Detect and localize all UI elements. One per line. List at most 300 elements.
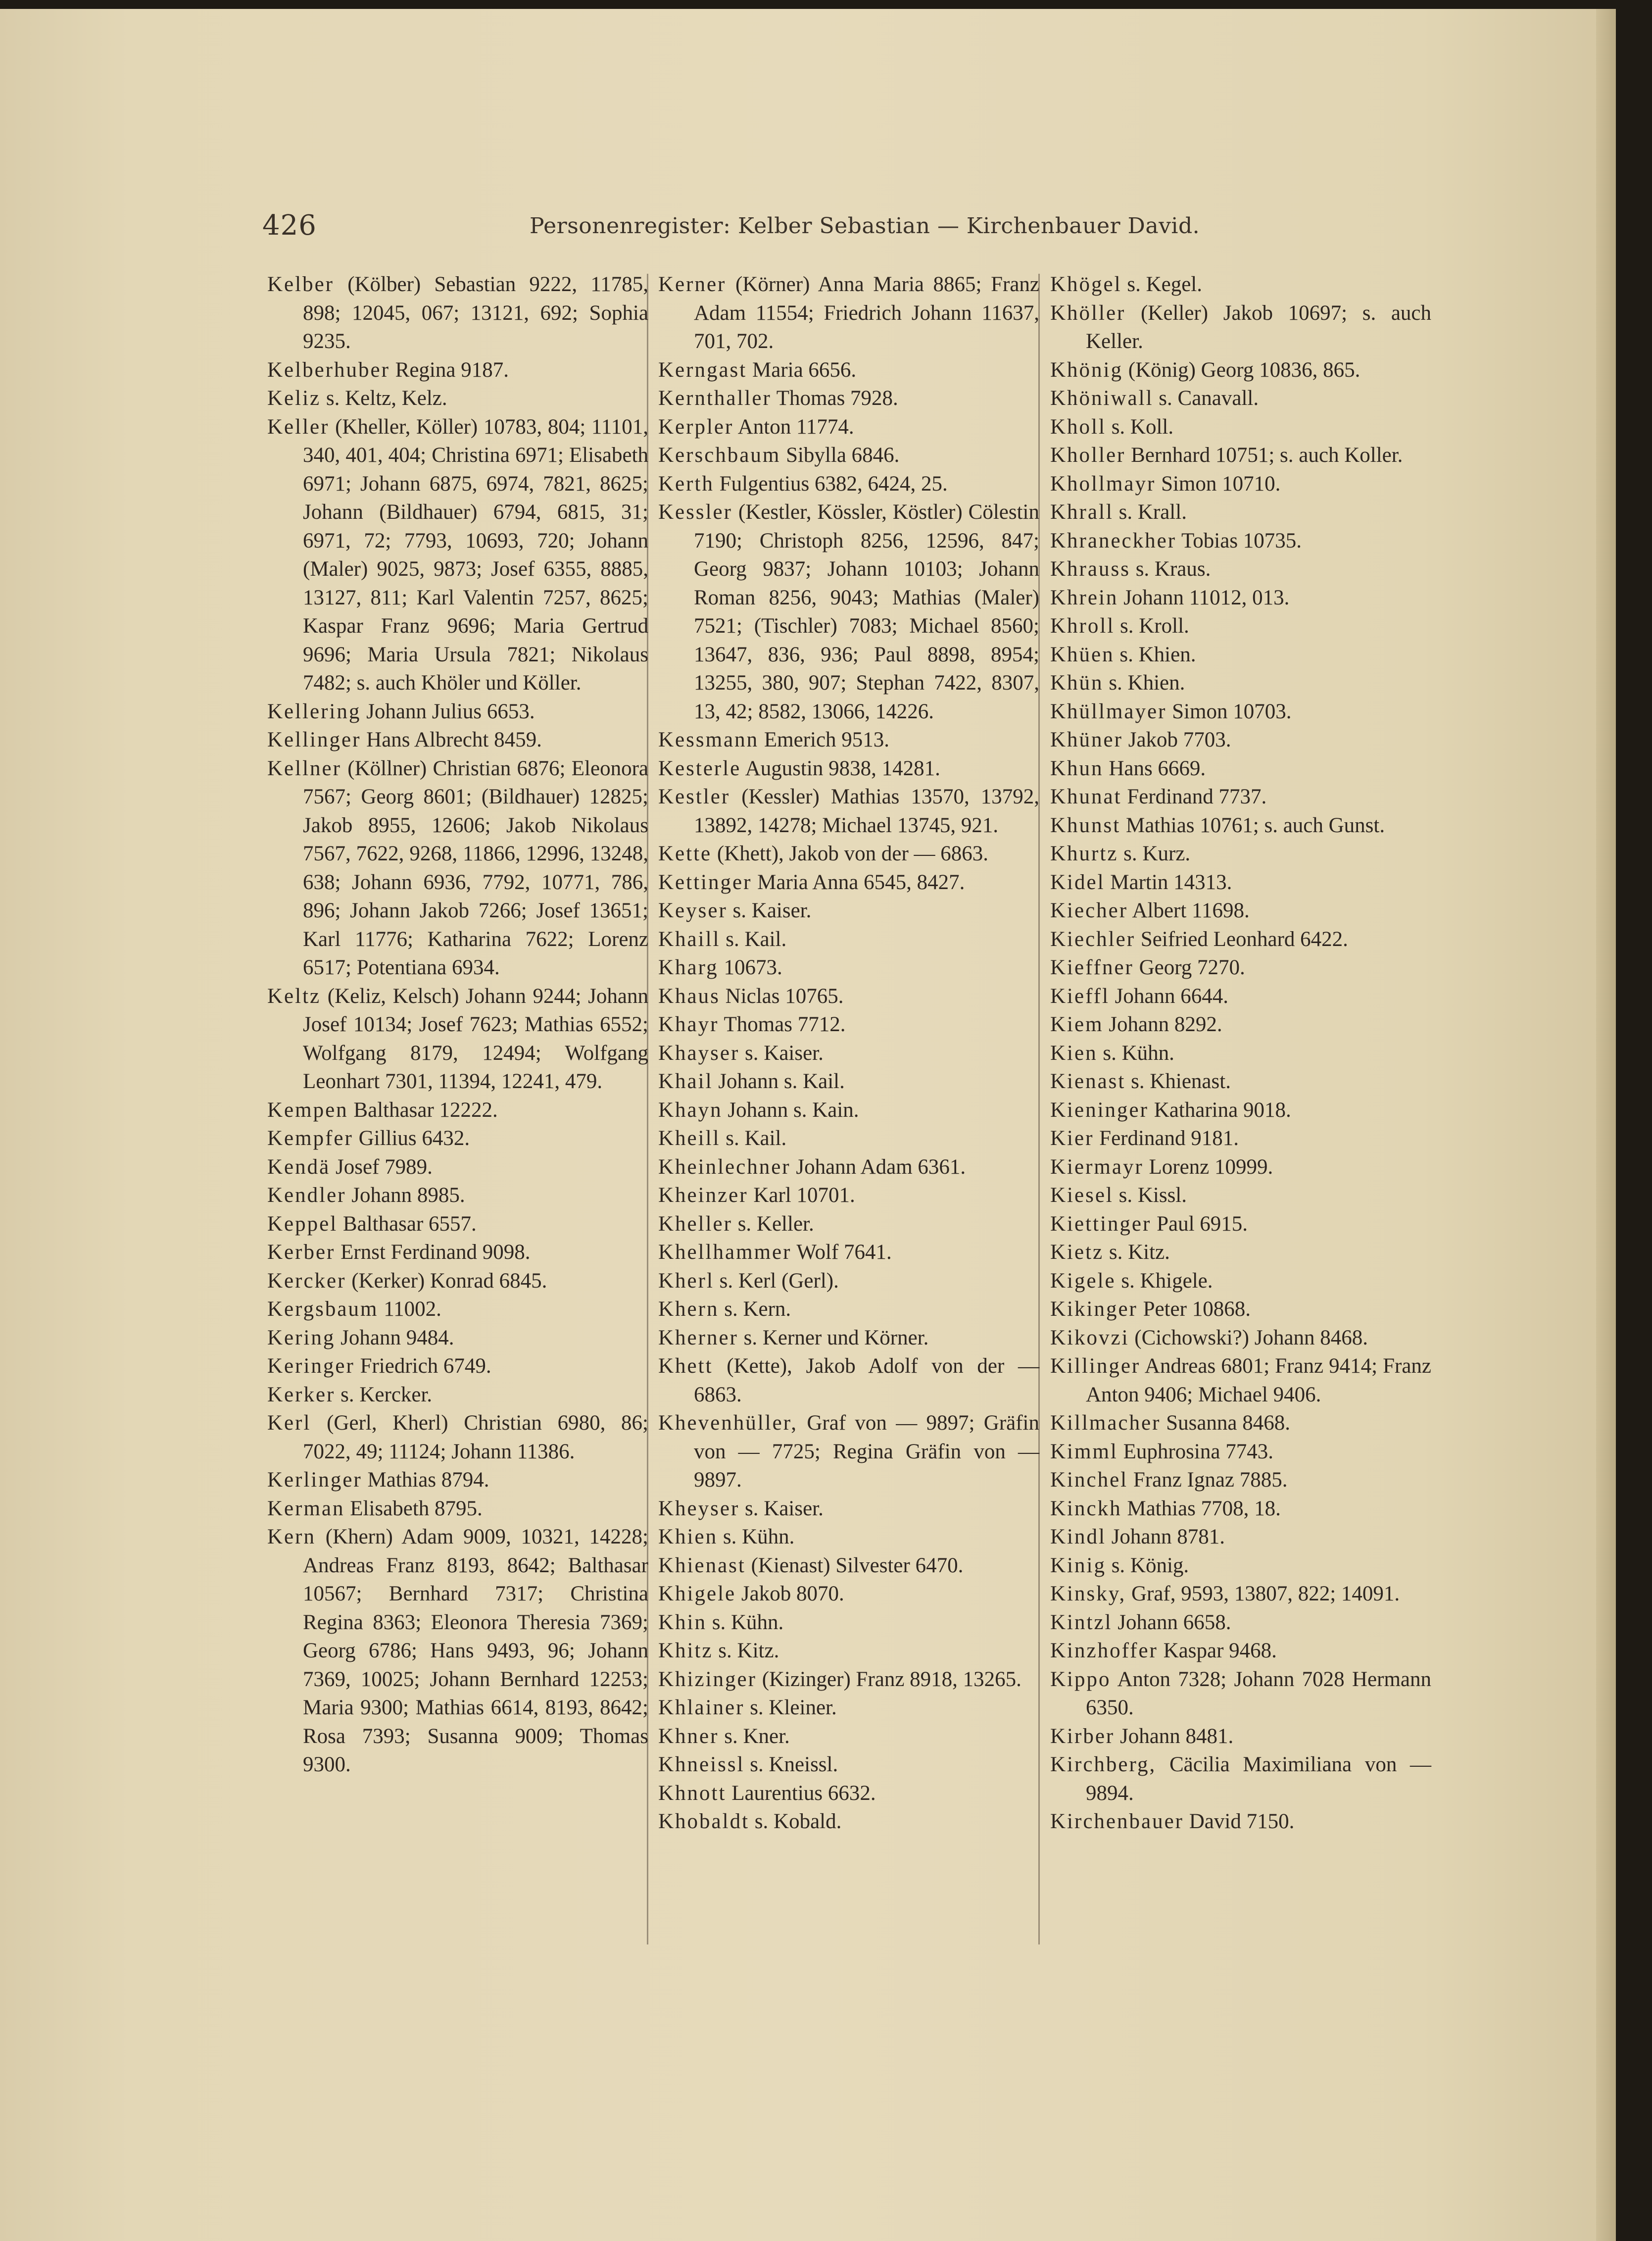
index-entry: [658, 356, 1039, 385]
index-entry: [1050, 1551, 1431, 1580]
index-entry: [1050, 1438, 1431, 1466]
index-entry: [1050, 1523, 1431, 1551]
index-entry: [267, 1295, 648, 1324]
entry-references: Lorenz 10999.: [1143, 1155, 1273, 1179]
entry-references: Friedrich 6749.: [354, 1354, 491, 1378]
entry-headword: Kessmann: [658, 728, 759, 751]
entry-references: Graf von — 9897; Gräfin von — 7725; Regina Gräfin von — 9897.: [694, 1411, 1039, 1492]
entry-references: Johann Adam 6361.: [790, 1155, 966, 1179]
entry-references: (Kessler) Mathias 13570, 13792, 13892, 14278; Michael 13745, 921.: [694, 785, 1039, 837]
entry-references: Franz Ignaz 7885.: [1128, 1468, 1288, 1492]
index-entry: [658, 1010, 1039, 1039]
entry-headword: Kerngast: [658, 358, 747, 382]
index-entry: [658, 1153, 1039, 1182]
page-number: 426: [262, 209, 317, 242]
entry-references: s. König.: [1106, 1553, 1189, 1577]
index-entry: [1050, 1466, 1431, 1494]
index-entry: [267, 754, 648, 982]
entry-headword: Kiettinger: [1050, 1212, 1152, 1236]
entry-headword: Kheinlechner: [658, 1155, 791, 1179]
entry-references: Kaspar 9468.: [1158, 1639, 1277, 1662]
entry-references: s. Kühn.: [718, 1525, 795, 1548]
index-entry: [658, 470, 1039, 498]
entry-references: Susanna 8468.: [1161, 1411, 1290, 1435]
entry-headword: Kheill: [658, 1127, 721, 1150]
entry-headword: Kikovzi: [1050, 1326, 1129, 1349]
entry-headword: Kerker: [267, 1383, 336, 1406]
entry-references: (Kette), Jakob Adolf von der — 6863.: [694, 1354, 1039, 1406]
index-entry: [1050, 270, 1431, 299]
entry-headword: Keringer: [267, 1354, 355, 1378]
index-entry: [1050, 783, 1431, 811]
index-entry: [1050, 612, 1431, 641]
entry-headword: Kherl: [658, 1269, 714, 1293]
entry-headword: Kellner: [267, 756, 341, 780]
entry-references: Mathias 7708, 18.: [1121, 1496, 1281, 1520]
entry-references: Jakob 7703.: [1122, 728, 1231, 751]
entry-headword: Kerth: [658, 472, 714, 496]
index-entry: [1050, 1665, 1431, 1722]
entry-references: Thomas 7712.: [719, 1013, 846, 1036]
entry-references: s. Kaiser.: [739, 1496, 824, 1520]
book-page: [0, 9, 1616, 2241]
index-entry: [267, 1352, 648, 1381]
entry-references: Thomas 7928.: [771, 387, 898, 410]
entry-headword: Killmacher: [1050, 1411, 1161, 1435]
entry-references: s. Canavall.: [1153, 387, 1259, 410]
entry-references: s. Kobald.: [749, 1810, 842, 1833]
entry-headword: Kelber: [267, 273, 334, 296]
running-title: Personenregister: Kelber Sebastian — Kirchenbauer David.: [530, 213, 1200, 239]
entry-headword: Kirchenbauer: [1050, 1810, 1184, 1833]
entry-headword: Kheinzer: [658, 1184, 748, 1207]
index-column-2: [658, 270, 1039, 1836]
index-entry: [267, 697, 648, 726]
entry-headword: Khlainer: [658, 1696, 745, 1719]
entry-references: Anton 11774.: [733, 415, 854, 439]
entry-references: (Keliz, Kelsch) Johann 9244; Johann Josef 10134; Josef 7623; Mathias 6552; Wolfgang 8179, 12494; Wolfgang Leonhart 7301, 11394, 12241, 479.: [303, 984, 648, 1093]
index-entry: [1050, 1267, 1431, 1295]
entry-references: s. Kitz.: [1104, 1241, 1170, 1264]
entry-headword: Khaill: [658, 927, 721, 951]
entry-references: s. Krall.: [1113, 500, 1187, 524]
entry-headword: Khaus: [658, 984, 720, 1008]
entry-headword: Kheller: [658, 1212, 732, 1236]
index-entry: [658, 1067, 1039, 1096]
entry-references: Mathias 8794.: [362, 1468, 489, 1492]
entry-references: 10673.: [718, 956, 782, 979]
index-entry: [1050, 1124, 1431, 1153]
entry-headword: Kercker: [267, 1269, 346, 1293]
entry-references: s. Kraus.: [1130, 557, 1211, 581]
entry-headword: Kharg: [658, 956, 719, 979]
index-entry: [658, 1352, 1039, 1409]
entry-headword: Kessler: [658, 500, 732, 524]
index-entry: [658, 1807, 1039, 1836]
entry-references: Maria Anna 6545, 8427.: [752, 870, 965, 894]
entry-headword: Khöniwall: [1050, 387, 1154, 410]
entry-references: s. Kerl (Gerl).: [714, 1269, 839, 1293]
index-entry: [1050, 299, 1431, 356]
entry-references: (Keller) Jakob 10697; s. auch Keller.: [1086, 301, 1431, 353]
entry-references: Balthasar 6557.: [338, 1212, 477, 1236]
entry-references: (Kölber) Sebastian 9222, 11785, 898; 12045, 067; 13121, 692; Sophia 9235.: [303, 273, 648, 353]
index-entry: [1050, 1010, 1431, 1039]
entry-references: Cäcilia Maximiliana von — 9894.: [1086, 1753, 1431, 1805]
entry-headword: Kerlinger: [267, 1468, 362, 1492]
index-entry: [658, 1580, 1039, 1608]
index-entry: [267, 1210, 648, 1239]
page-spine-shadow: [1596, 9, 1616, 2241]
index-entry: [658, 1238, 1039, 1267]
index-entry: [1050, 1807, 1431, 1836]
index-entry: [267, 1096, 648, 1125]
entry-references: Jakob 8070.: [736, 1582, 844, 1605]
entry-references: Laurentius 6632.: [726, 1781, 876, 1805]
entry-headword: Keller: [267, 415, 330, 439]
entry-headword: Keliz: [267, 387, 321, 410]
entry-headword: Khrein: [1050, 586, 1118, 609]
entry-references: Emerich 9513.: [759, 728, 890, 751]
entry-headword: Kidel: [1050, 870, 1105, 894]
index-entry: [1050, 1295, 1431, 1324]
entry-headword: Khroll: [1050, 614, 1115, 638]
entry-references: s. Kail.: [720, 1127, 787, 1150]
index-entry: [658, 840, 1039, 868]
entry-references: Johann 8481.: [1115, 1724, 1234, 1748]
entry-references: s. Kercker.: [335, 1383, 433, 1406]
entry-headword: Kering: [267, 1326, 336, 1349]
entry-headword: Killinger: [1050, 1354, 1141, 1378]
entry-references: (Kienast) Silvester 6470.: [745, 1553, 964, 1577]
entry-references: Fulgentius 6382, 6424, 25.: [714, 472, 948, 496]
index-entry: [1050, 868, 1431, 897]
entry-references: Ferdinand 9181.: [1094, 1127, 1239, 1150]
index-entry: [267, 270, 648, 356]
index-entry: [1050, 470, 1431, 498]
entry-headword: Khraneckher: [1050, 529, 1177, 552]
entry-references: (Gerl, Kherl) Christian 6980, 86; 7022, 49; 11124; Johann 11386.: [303, 1411, 648, 1463]
entry-references: Paul 6915.: [1151, 1212, 1248, 1236]
entry-headword: Khurtz: [1050, 842, 1118, 865]
entry-references: Tobias 10735.: [1176, 529, 1302, 552]
entry-references: Niclas 10765.: [720, 984, 844, 1008]
entry-references: Albert 11698.: [1128, 899, 1250, 922]
entry-references: Hans 6669.: [1103, 756, 1206, 780]
entry-references: Johann Julius 6653.: [361, 699, 535, 723]
entry-references: Balthasar 12222.: [348, 1098, 498, 1122]
entry-headword: Kempfer: [267, 1127, 353, 1150]
entry-references: Johann s. Kail.: [713, 1070, 845, 1093]
entry-references: s. Khienast.: [1125, 1070, 1231, 1093]
index-entry: [1050, 1494, 1431, 1523]
entry-references: Ernst Ferdinand 9098.: [335, 1241, 531, 1264]
entry-headword: Khellhammer: [658, 1241, 792, 1264]
entry-references: Elisabeth 8795.: [344, 1496, 483, 1520]
entry-headword: Keltz: [267, 984, 321, 1008]
entry-headword: Khizinger: [658, 1667, 757, 1691]
entry-references: Peter 10868.: [1137, 1297, 1251, 1321]
index-entry: [267, 726, 648, 754]
entry-headword: Kieninger: [1050, 1098, 1149, 1122]
index-entry: [658, 1608, 1039, 1637]
entry-headword: Kerber: [267, 1241, 336, 1264]
entry-headword: Kherner: [658, 1326, 738, 1349]
index-entry: [658, 270, 1039, 356]
entry-headword: Kellering: [267, 699, 361, 723]
entry-headword: Kigele: [1050, 1269, 1116, 1293]
index-entry: [658, 1267, 1039, 1295]
entry-references: (Kestler, Kössler, Köstler) Cölestin 7190; Christoph 8256, 12596, 847; Georg 9837; Johann 10103; Johann Roman 8256, 9043; Mathias (Maler) 7521; (Tischler) 7083; Michael 8560; 13647, 836, 936; Paul 8898, 8954; 13255, 380, 907; Stephan 7422, 8307, 13, 42; 8582, 13066, 14226.: [694, 500, 1039, 723]
entry-headword: Khevenhüller,: [658, 1411, 798, 1435]
entry-references: Ferdinand 7737.: [1121, 785, 1267, 808]
index-column-1: [267, 270, 648, 1779]
entry-headword: Kinckh: [1050, 1496, 1122, 1520]
entry-headword: Khün: [1050, 671, 1104, 695]
entry-headword: Khitz: [658, 1639, 713, 1662]
index-entry: [1050, 754, 1431, 783]
index-entry: [267, 1381, 648, 1409]
entry-headword: Kirchberg,: [1050, 1753, 1157, 1776]
entry-references: Josef 7989.: [330, 1155, 433, 1179]
entry-references: Andreas 6801; Franz 9414; Franz Anton 9406; Michael 9406.: [1086, 1354, 1431, 1406]
entry-headword: Khner: [658, 1724, 719, 1748]
entry-headword: Kerschbaum: [658, 444, 781, 467]
index-entry: [267, 1494, 648, 1523]
entry-references: Euphrosina 7743.: [1118, 1440, 1273, 1463]
entry-headword: Kinzhoffer: [1050, 1639, 1158, 1662]
index-entry: [1050, 1096, 1431, 1125]
entry-headword: Kienast: [1050, 1070, 1126, 1093]
entry-references: Wolf 7641.: [791, 1241, 892, 1264]
index-entry: [658, 754, 1039, 783]
entry-references: Katharina 9018.: [1148, 1098, 1291, 1122]
entry-headword: Kiechler: [1050, 927, 1136, 951]
entry-headword: Khüllmayer: [1050, 699, 1167, 723]
entry-headword: Khunst: [1050, 813, 1121, 837]
entry-headword: Kindl: [1050, 1525, 1106, 1548]
index-entry: [658, 1409, 1039, 1494]
entry-headword: Khayser: [658, 1041, 740, 1065]
entry-headword: Kholl: [1050, 415, 1106, 439]
entry-references: Johann 6644.: [1109, 984, 1228, 1008]
entry-headword: Kiermayr: [1050, 1155, 1144, 1179]
index-entry: [658, 868, 1039, 897]
entry-headword: Kheyser: [658, 1496, 740, 1520]
index-entry: [1050, 1210, 1431, 1239]
entry-headword: Kholler: [1050, 444, 1126, 467]
entry-headword: Kendä: [267, 1155, 331, 1179]
entry-headword: Khayn: [658, 1098, 723, 1122]
index-entry: [658, 953, 1039, 982]
entry-references: s. Kail.: [720, 927, 787, 951]
entry-references: Georg 7270.: [1133, 956, 1245, 979]
index-entry: [1050, 896, 1431, 925]
index-entry: [658, 413, 1039, 442]
entry-references: Gillius 6432.: [353, 1127, 470, 1150]
index-entry: [1050, 1324, 1431, 1352]
entry-references: (Khett), Jakob von der — 6863.: [712, 842, 989, 865]
index-entry: [1050, 697, 1431, 726]
index-entry: [1050, 1637, 1431, 1665]
entry-headword: Kettinger: [658, 870, 752, 894]
entry-references: s. Kissl.: [1113, 1184, 1187, 1207]
index-entry: [658, 1096, 1039, 1125]
index-entry: [658, 1722, 1039, 1751]
entry-references: Johann 8985.: [346, 1184, 465, 1207]
entry-references: (Köllner) Christian 6876; Eleonora 7567; Georg 8601; (Bildhauer) 12825; Jakob 8955, 12606; Jakob Nikolaus 7567, 7622, 9268, 11866, 12996, 13248, 638; Johann 6936, 7792, 10771, 786, 896; Johann Jakob 7266; Josef 13651; Karl 11776; Katharina 7622; Lorenz 6517; Potentiana 6934.: [303, 756, 648, 979]
index-entry: [1050, 840, 1431, 868]
index-entry: [1050, 413, 1431, 442]
entry-references: s. Khigele.: [1116, 1269, 1213, 1293]
entry-references: 11002.: [378, 1297, 441, 1321]
entry-headword: Khüen: [1050, 643, 1115, 666]
entry-headword: Khun: [1050, 756, 1104, 780]
index-entry: [1050, 925, 1431, 954]
entry-references: s. Kegel.: [1121, 273, 1202, 296]
index-entry: [658, 1551, 1039, 1580]
entry-references: Seifried Leonhard 6422.: [1135, 927, 1348, 951]
entry-headword: Kestler: [658, 785, 730, 808]
entry-headword: Khüner: [1050, 728, 1123, 751]
entry-headword: Kirber: [1050, 1724, 1115, 1748]
index-entry: [1050, 498, 1431, 527]
entry-references: s. Koll.: [1106, 415, 1174, 439]
entry-headword: Kerl: [267, 1411, 311, 1435]
index-entry: [267, 1124, 648, 1153]
entry-references: s. Kleiner.: [744, 1696, 837, 1719]
entry-references: Graf, 9593, 13807, 822; 14091.: [1126, 1582, 1400, 1605]
index-entry: [267, 356, 648, 385]
entry-headword: Kikinger: [1050, 1297, 1138, 1321]
entry-headword: Kern: [267, 1525, 316, 1548]
entry-headword: Khien: [658, 1525, 718, 1548]
index-entry: [267, 1324, 648, 1352]
entry-references: s. Keller.: [732, 1212, 814, 1236]
index-entry: [1050, 1181, 1431, 1210]
index-entry: [658, 783, 1039, 840]
entry-references: Johann s. Kain.: [722, 1098, 859, 1122]
entry-references: Johann 8292.: [1103, 1013, 1222, 1036]
index-entry: [267, 1409, 648, 1466]
entry-headword: Khayr: [658, 1013, 719, 1036]
entry-references: Johann 11012, 013.: [1118, 586, 1290, 609]
entry-headword: Kimml: [1050, 1440, 1118, 1463]
index-entry: [1050, 1750, 1431, 1807]
index-entry: [658, 982, 1039, 1011]
index-entry: [658, 726, 1039, 754]
entry-headword: Kieffner: [1050, 956, 1134, 979]
entry-headword: Khrauss: [1050, 557, 1130, 581]
entry-headword: Khail: [658, 1070, 713, 1093]
entry-references: Mathias 10761; s. auch Gunst.: [1120, 813, 1385, 837]
index-entry: [267, 1267, 648, 1295]
entry-references: Anton 7328; Johann 7028 Hermann 6350.: [1086, 1667, 1431, 1719]
index-entry: [1050, 1039, 1431, 1068]
index-entry: [1050, 1409, 1431, 1438]
entry-headword: Kiesel: [1050, 1184, 1114, 1207]
entry-references: Simon 10703.: [1166, 699, 1292, 723]
index-entry: [1050, 584, 1431, 612]
index-entry: [1050, 641, 1431, 669]
index-entry: [1050, 1067, 1431, 1096]
index-entry: [267, 982, 648, 1096]
entry-headword: Khin: [658, 1610, 707, 1634]
entry-headword: Keppel: [267, 1212, 338, 1236]
index-entry: [1050, 441, 1431, 470]
entry-headword: Khigele: [658, 1582, 736, 1605]
entry-references: Bernhard 10751; s. auch Koller.: [1125, 444, 1403, 467]
index-entry: [658, 498, 1039, 726]
entry-headword: Khobaldt: [658, 1810, 750, 1833]
entry-references: s. Kroll.: [1115, 614, 1189, 638]
entry-headword: Kerpler: [658, 415, 734, 439]
entry-headword: Kernthaller: [658, 387, 772, 410]
entry-references: (Kheller, Köller) 10783, 804; 11101, 340, 401, 404; Christina 6971; Elisabeth 6971; Johann 6875, 6974, 7821, 8625; Johann (Bildhauer) 6794, 6815, 31; 6971, 72; 7793, 10693, 720; Johann (Maler) 9025, 9873; Josef 6355, 8885, 13127, 811; Karl Valentin 7257, 8625; Kaspar Franz 9696; Maria Gertrud 9696; Maria Ursula 7821; Nikolaus 7482; s. auch Khöler und Köller.: [303, 415, 648, 695]
index-entry: [658, 1750, 1039, 1779]
index-entry: [267, 384, 648, 413]
index-entry: [267, 1523, 648, 1779]
entry-references: Regina 9187.: [389, 358, 509, 382]
index-entry: [267, 1238, 648, 1267]
index-entry: [658, 1295, 1039, 1324]
index-entry: [267, 413, 648, 697]
entry-headword: Kerman: [267, 1496, 345, 1520]
index-entry: [267, 1153, 648, 1182]
entry-references: David 7150.: [1183, 1810, 1295, 1833]
index-entry: [658, 925, 1039, 954]
entry-headword: Kiecher: [1050, 899, 1128, 922]
entry-headword: Khern: [658, 1297, 719, 1321]
entry-headword: Kellinger: [267, 728, 361, 751]
index-entry: [267, 1466, 648, 1494]
index-entry: [1050, 1352, 1431, 1409]
entry-references: Johann 9484.: [335, 1326, 454, 1349]
entry-references: (König) Georg 10836, 865.: [1123, 358, 1360, 382]
entry-references: s. Kneissl.: [744, 1753, 838, 1776]
entry-headword: Kinsky,: [1050, 1582, 1126, 1605]
entry-references: (Kerker) Konrad 6845.: [346, 1269, 547, 1293]
entry-headword: Khneissl: [658, 1753, 745, 1776]
index-entry: [267, 1181, 648, 1210]
page-header: [262, 209, 1599, 244]
entry-references: s. Kitz.: [713, 1639, 779, 1662]
entry-references: s. Khien.: [1114, 643, 1196, 666]
entry-headword: Kempen: [267, 1098, 348, 1122]
entry-headword: Kippo: [1050, 1667, 1111, 1691]
entry-headword: Kintzl: [1050, 1610, 1113, 1634]
entry-references: Johann 8781.: [1106, 1525, 1225, 1548]
entry-headword: Khönig: [1050, 358, 1123, 382]
entry-headword: Khollmayr: [1050, 472, 1156, 496]
index-entry: [1050, 384, 1431, 413]
entry-references: (Kizinger) Franz 8918, 13265.: [756, 1667, 1021, 1691]
entry-references: s. Kaiser.: [739, 1041, 824, 1065]
entry-headword: Kette: [658, 842, 712, 865]
index-entry: [1050, 1608, 1431, 1637]
entry-headword: Kergsbaum: [267, 1297, 379, 1321]
entry-headword: Kien: [1050, 1041, 1098, 1065]
entry-headword: Khrall: [1050, 500, 1114, 524]
entry-references: s. Kurz.: [1118, 842, 1191, 865]
index-entry: [1050, 1580, 1431, 1608]
entry-references: Johann 6658.: [1112, 1610, 1231, 1634]
index-entry: [658, 1181, 1039, 1210]
index-entry: [1050, 726, 1431, 754]
index-entry: [1050, 356, 1431, 385]
entry-headword: Kesterle: [658, 756, 741, 780]
index-entry: [1050, 953, 1431, 982]
